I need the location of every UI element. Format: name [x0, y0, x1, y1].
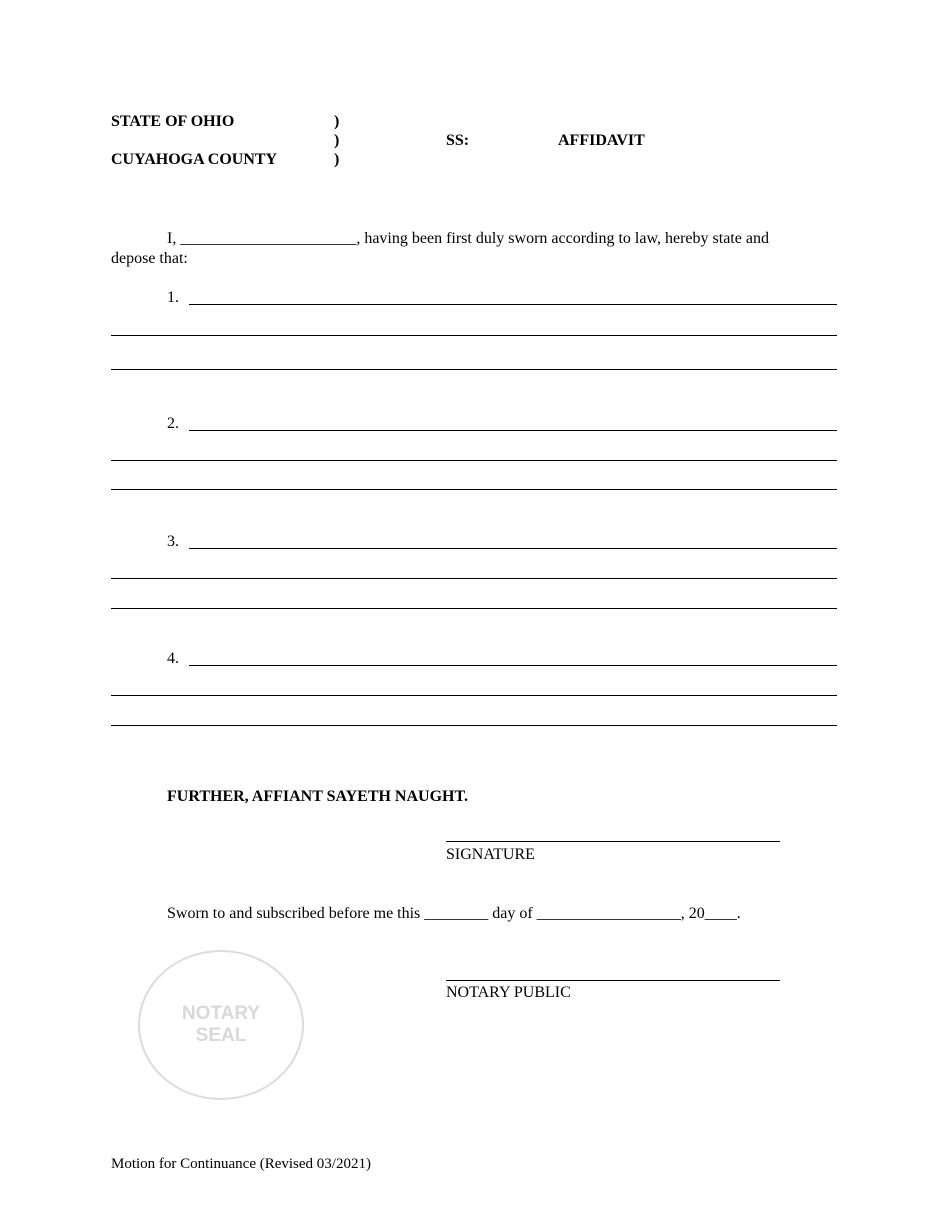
seal-text-line-2: SEAL: [195, 1025, 247, 1046]
footer-text: Motion for Continuance (Revised 03/2021): [111, 1156, 371, 1172]
ss-label: SS:: [446, 132, 470, 149]
document-title: AFFIDAVIT: [558, 132, 645, 149]
caption-paren: ): [334, 113, 340, 130]
item-number: 3.: [167, 533, 179, 550]
item-number: 1.: [167, 289, 179, 306]
item-2-line-1[interactable]: [189, 430, 837, 431]
signature-label: SIGNATURE: [446, 846, 535, 863]
seal-text-line-1: NOTARY: [181, 1003, 261, 1024]
intro-line-2: depose that:: [111, 250, 188, 267]
item-3-line-2[interactable]: [111, 578, 837, 579]
item-number: 4.: [167, 650, 179, 667]
item-1-line-1[interactable]: [189, 304, 837, 305]
item-number: 2.: [167, 415, 179, 432]
sworn-statement: Sworn to and subscribed before me this ________ day of __________________, 20____.: [167, 905, 741, 922]
notary-signature-line[interactable]: [446, 980, 780, 981]
item-3-line-1[interactable]: [189, 548, 837, 549]
item-1-line-3[interactable]: [111, 369, 837, 370]
notary-seal: [138, 950, 304, 1100]
item-4-line-2[interactable]: [111, 695, 837, 696]
signature-line[interactable]: [446, 841, 780, 842]
caption-paren: ): [334, 151, 340, 168]
item-2-line-3[interactable]: [111, 489, 837, 490]
item-4-line-3[interactable]: [111, 725, 837, 726]
further-affiant-statement: FURTHER, AFFIANT SAYETH NAUGHT.: [167, 788, 468, 805]
item-1-line-2[interactable]: [111, 335, 837, 336]
intro-line-1: I, ______________________, having been first duly sworn according to law, hereby state and: [167, 230, 769, 247]
notary-public-label: NOTARY PUBLIC: [446, 984, 571, 1001]
county-label: CUYAHOGA COUNTY: [111, 151, 278, 168]
state-label: STATE OF OHIO: [111, 113, 235, 130]
item-2-line-2[interactable]: [111, 460, 837, 461]
caption-paren: ): [334, 132, 340, 149]
item-3-line-3[interactable]: [111, 608, 837, 609]
item-4-line-1[interactable]: [189, 665, 837, 666]
